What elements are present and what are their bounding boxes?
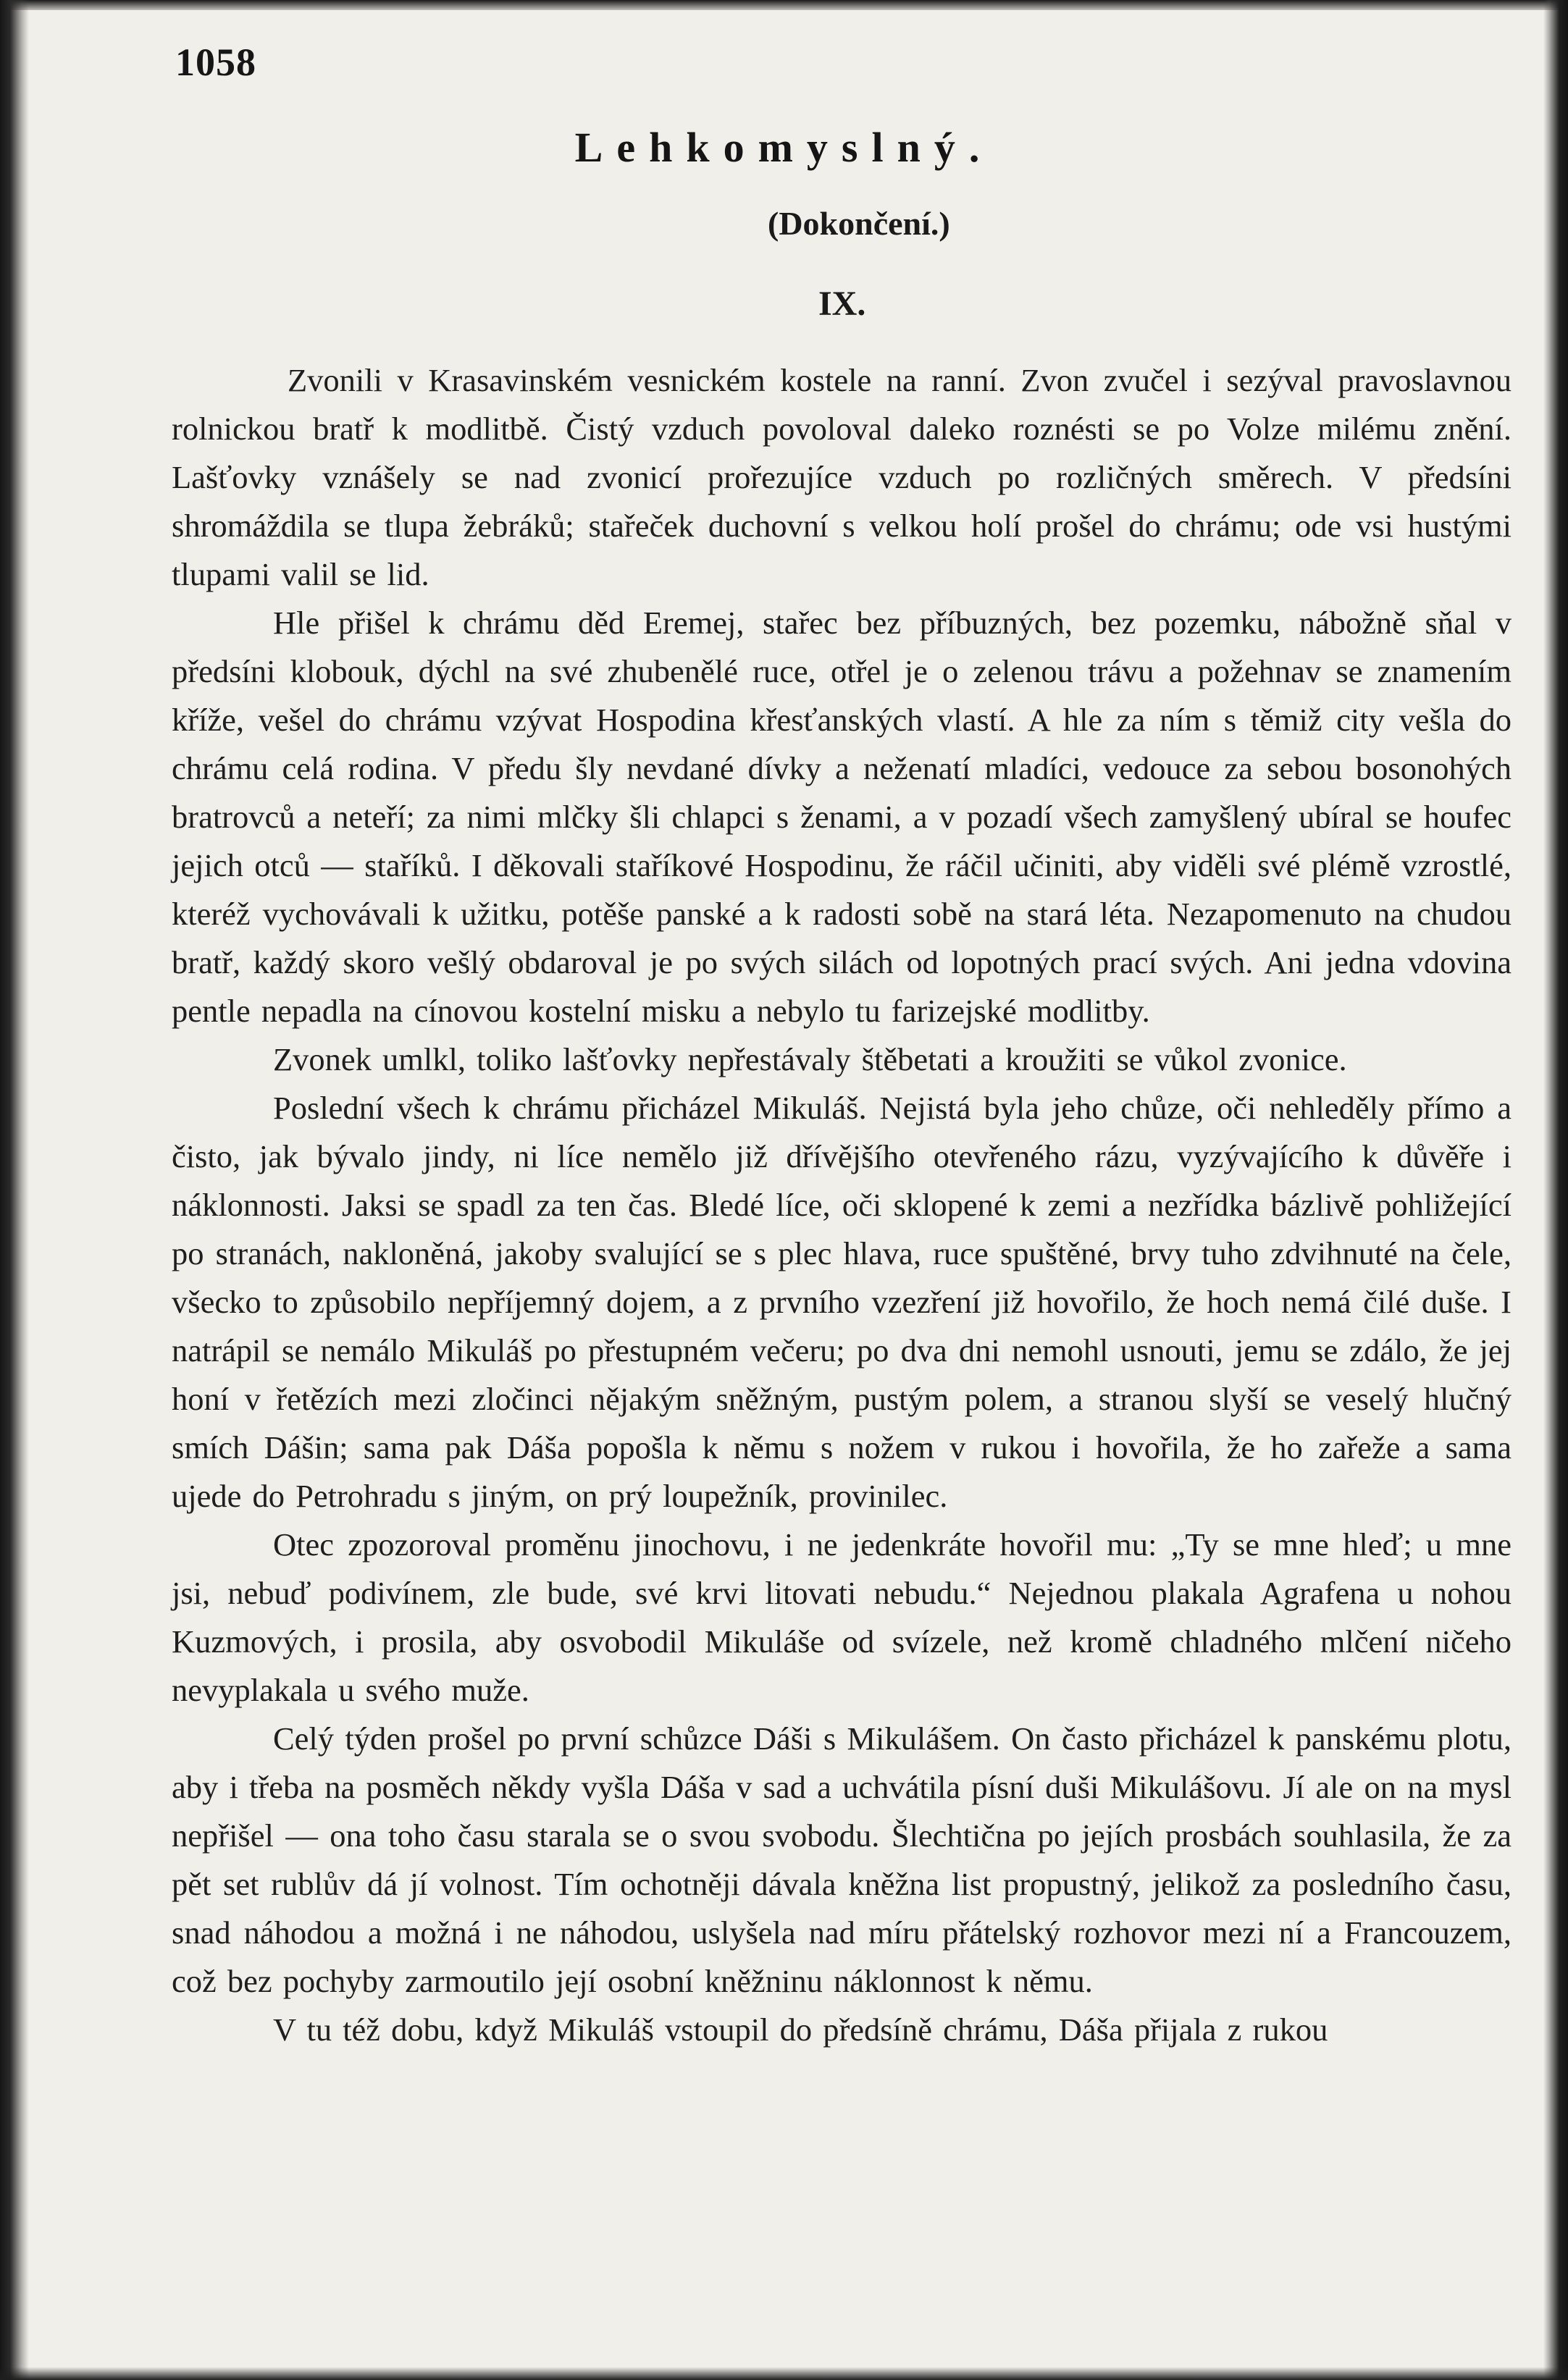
article-body bbox=[172, 356, 1512, 2054]
page-number: 1058 bbox=[175, 41, 256, 84]
article-subtitle: (Dokončení.) bbox=[768, 205, 950, 242]
scan-edge-right bbox=[1543, 0, 1568, 2380]
chapter-heading: IX. bbox=[818, 285, 866, 323]
paragraph: Hle přišel k chrámu děd Eremej, stařec bez příbuzných, bez pozemku, nábožně sňal v předsíni klobouk, dýchl na své zhubenělé ruce, otřel je o zelenou trávu a požehnav se znamením kříže, vešel do chrámu vzývat Hospodina křesťanských vlastí. A hle za ním s těmiž city vešla do chrámu celá rodina. V předu šly nevdané dívky a neženatí mladíci, vedouce za sebou bosonohých bratrovců a neteří; za nimi mlčky šli chlapci s ženami, a v pozadí všech zamyšlený ubíral se houfec jejich otců — staříků. I děkovali staříkové Hospodinu, že ráčil učiniti, aby viděli své plémě vzrostlé, kteréž vychovávali k užitku, potěše panské a k radosti sobě na stará léta. Nezapomenuto na chudou bratř, každý skoro vešlý obdaroval je po svých silách od lopotných prací svých. Ani jedna vdovina pentle nepadla na cínovou kostelní misku a nebylo tu farizejské modlitby. bbox=[172, 605, 1512, 1029]
paragraph: Celý týden prošel po první schůzce Dáši s Mikulášem. On často přicházel k panskému plotu, aby i třeba na posměch někdy vyšla Dáša v sad a uchvátila písní duši Mikulášovu. Jí ale on na mysl nepřišel — ona toho času starala se o svou svobodu. Šlechtična po jejích prosbách souhlasila, že za pět set rublův dá jí volnost. Tím ochotněji dávala kněžna list propustný, jelikož za posledního času, snad náhodou a možná i ne náhodou, uslyšela nad míru přátelský rozhovor mezi ní a Francouzem, což bez pochyby zarmoutilo její osobní kněžninu náklonnost k němu. bbox=[172, 1720, 1512, 1999]
paragraph: Otec zpozoroval proměnu jinochovu, i ne jedenkráte hovořil mu: „Ty se mne hleď; u mne jsi, nebuď podivínem, zle bude, své krvi litovati nebudu.“ Nejednou plakala Agrafena u nohou Kuzmových, i prosila, aby osvobodil Mikuláše od svízele, než kromě chladného mlčení ničeho nevyplakala u svého muže. bbox=[172, 1526, 1512, 1708]
paragraph: Zvonili v Krasavinském vesnickém kostele na ranní. Zvon zvučel i sezýval pravoslavnou rolnickou bratř k modlitbě. Čistý vzduch povoloval daleko roznésti se po Volze milému znění. Lašťovky vznášely se nad zvonicí prořezujíce vzduch po rozličných směrech. V předsíni shromáždila se tlupa žebráků; stařeček duchovní s velkou holí prošel do chrámu; ode vsi hustými tlupami valil se lid. bbox=[172, 362, 1512, 592]
scan-edge-top bbox=[0, 0, 1568, 10]
article-title: Lehkomyslný. bbox=[574, 124, 994, 171]
paragraph: Poslední všech k chrámu přicházel Mikuláš. Nejistá byla jeho chůze, oči nehleděly přímo a čisto, jak bývalo jindy, ni líce nemělo již dřívějšího otevřeného rázu, vyzývajícího k důvěře i náklonnosti. Jaksi se spadl za ten čas. Bledé líce, oči sklopené k zemi a nezřídka bázlivě pohližející po stranách, nakloněná, jakoby svalující se s plec hlava, ruce spuštěné, brvy tuho zdvihnuté na čele, všecko to způsobilo nepříjemný dojem, a z prvního vzezření již hovořilo, že hoch nemá čilé duše. I natrápil se nemálo Mikuláš po přestupném večeru; po dva dni nemohl usnouti, jemu se zdálo, že jej honí v řetězích mezi zločinci nějakým sněžným, pustým polem, a stranou slyší se veselý hlučný smích Dášin; sama pak Dáša popošla k němu s nožem v rukou i hovořila, že ho zařeže a sama ujede do Petrohradu s jiným, on prý loupežník, provinilec. bbox=[172, 1090, 1512, 1514]
paragraph: Zvonek umlkl, toliko lašťovky nepřestávaly štěbetati a kroužiti se vůkol zvonice. bbox=[273, 1041, 1347, 1077]
paragraph: V tu též dobu, když Mikuláš vstoupil do předsíně chrámu, Dáša přijala z rukou bbox=[273, 2011, 1328, 2048]
scan-edge-left bbox=[0, 0, 29, 2380]
scan-edge-bottom bbox=[0, 2367, 1568, 2380]
